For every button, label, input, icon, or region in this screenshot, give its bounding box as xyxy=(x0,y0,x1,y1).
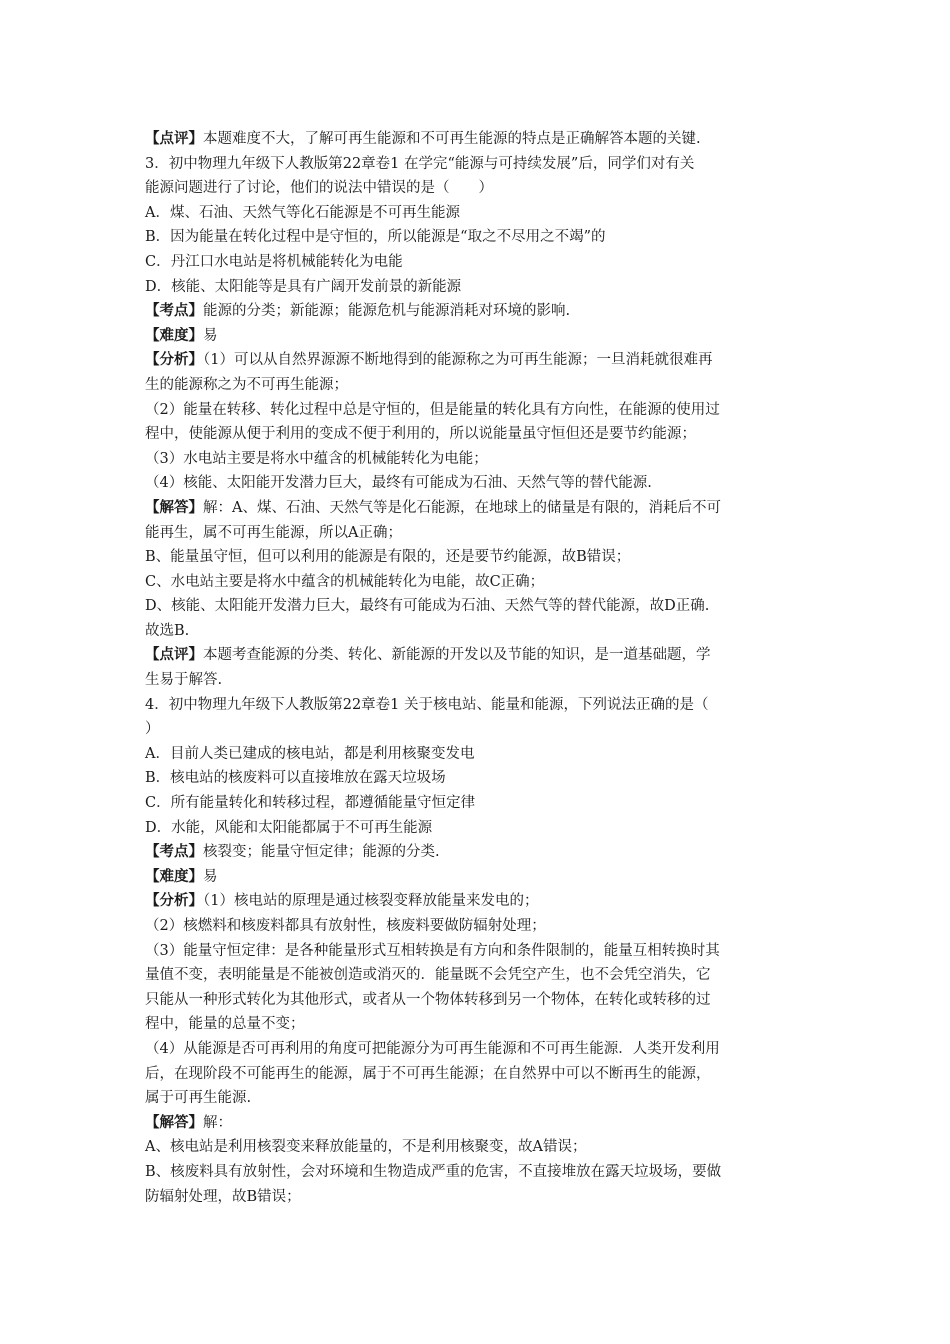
line-text: 生易于解答. xyxy=(145,672,223,689)
line-text: （2）核燃料和核废料都具有放射性，核废料要做防辐射处理； xyxy=(145,918,546,934)
line-text: C．丹江口水电站是将机械能转化为电能 xyxy=(145,253,403,270)
line-text: 解： xyxy=(203,1114,232,1131)
text-line xyxy=(145,865,815,890)
text-line xyxy=(145,1012,815,1037)
text-line xyxy=(145,521,815,546)
line-text: （1）可以从自然界源源不断地得到的能源称之为可再生能源；一旦消耗就很难再 xyxy=(203,352,713,369)
line-text: 只能从一种形式转化为其他形式，或者从一个物体转移到另一个物体，在转化或转移的过 xyxy=(145,991,711,1008)
line-text: D、核能、太阳能开发潜力巨大，最终有可能成为石油、天然气等的替代能源，故D正确. xyxy=(145,598,710,615)
section-tag: 【分析】 xyxy=(145,351,203,369)
line-text: C、水电站主要是将水中蕴含的机械能转化为电能，故C正确； xyxy=(145,573,545,590)
line-text: 属于可再生能源. xyxy=(145,1090,252,1107)
text-line xyxy=(145,619,815,644)
line-text: 防辐射处理，故B错误； xyxy=(145,1188,301,1205)
text-line xyxy=(145,348,815,373)
section-tag: 【点评】 xyxy=(145,130,203,147)
line-text: 程中，能量的总量不变； xyxy=(145,1016,305,1033)
text-line xyxy=(145,766,815,791)
line-text: D．核能、太阳能等是具有广阔开发前景的新能源 xyxy=(145,278,462,295)
line-text: 3．初中物理九年级下人教版第22章卷1 在学完“能源与可持续发展”后，同学们对有关 xyxy=(145,155,695,172)
line-text: D．水能，风能和太阳能都属于不可再生能源 xyxy=(145,819,433,836)
text-line xyxy=(145,324,815,349)
section-tag: 【难度】 xyxy=(145,867,203,885)
text-line xyxy=(145,668,815,693)
line-text: B、能量虽守恒，但可以利用的能源是有限的，还是要节约能源，故B错误； xyxy=(145,549,631,566)
line-text: B、核废料具有放射性，会对环境和生物造成严重的危害，不直接堆放在露天垃圾场，要做 xyxy=(145,1163,722,1180)
line-text: 能源问题进行了讨论，他们的说法中错误的是（ ） xyxy=(145,180,493,197)
text-line xyxy=(145,496,815,521)
text-line xyxy=(145,201,815,226)
line-text: A．目前人类已建成的核电站，都是利用核聚变发电 xyxy=(145,745,475,762)
line-text: C．所有能量转化和转移过程，都遵循能量守恒定律 xyxy=(145,795,476,812)
line-text: 故选B. xyxy=(145,622,190,639)
line-text: （1）核电站的原理是通过核裂变释放能量来发电的； xyxy=(203,893,539,910)
line-text: A、核电站是利用核裂变来释放能量的，不是利用核聚变，故A错误； xyxy=(145,1139,587,1156)
line-text: ） xyxy=(145,721,160,738)
section-tag: 【考点】 xyxy=(145,302,203,320)
text-line xyxy=(145,152,815,177)
text-line xyxy=(145,275,815,300)
line-text: （2）能量在转移、转化过程中总是守恒的，但是能量的转化具有方向性，在能源的使用过 xyxy=(145,401,720,418)
text-line xyxy=(145,889,815,914)
text-line xyxy=(145,398,815,423)
line-text: （4）从能源是否可再利用的角度可把能源分为可再生能源和不可再生能源．人类开发利用 xyxy=(145,1040,720,1057)
text-line xyxy=(145,988,815,1013)
section-tag: 【难度】 xyxy=(145,326,203,344)
text-line xyxy=(145,840,815,865)
text-line xyxy=(145,176,815,201)
text-line xyxy=(145,1160,815,1185)
line-text: 程中，使能源从便于利用的变成不便于利用的，所以说能量虽守恒但还是要节约能源； xyxy=(145,426,696,443)
text-line xyxy=(145,939,815,964)
text-line xyxy=(145,594,815,619)
text-line xyxy=(145,299,815,324)
line-text: 易 xyxy=(203,868,218,885)
text-line xyxy=(145,1086,815,1111)
text-line xyxy=(145,1062,815,1087)
line-text: 解：A、煤、石油、天然气等是化石能源，在地球上的储量是有限的，消耗后不可 xyxy=(203,499,721,516)
text-line xyxy=(145,422,815,447)
text-line xyxy=(145,447,815,472)
line-text: 后，在现阶段不可能再生的能源，属于不可再生能源；在自然界中可以不断再生的能源， xyxy=(145,1065,711,1082)
section-tag: 【解答】 xyxy=(145,498,203,516)
line-text: 4．初中物理九年级下人教版第22章卷1 关于核电站、能量和能源，下列说法正确的是（ xyxy=(145,696,709,713)
line-text: 能源的分类；新能源；能源危机与能源消耗对环境的影响. xyxy=(203,303,571,320)
line-text: B．核电站的核废料可以直接堆放在露天垃圾场 xyxy=(145,770,446,787)
text-line xyxy=(145,1037,815,1062)
line-text: 本题考查能源的分类、转化、新能源的开发以及节能的知识，是一道基础题，学 xyxy=(203,647,711,664)
line-text: 能再生，属不可再生能源，所以A正确； xyxy=(145,524,402,541)
text-line xyxy=(145,225,815,250)
text-line xyxy=(145,717,815,742)
text-line xyxy=(145,127,815,152)
section-tag: 【解答】 xyxy=(145,1113,203,1131)
line-text: B．因为能量在转化过程中是守恒的，所以能源是“取之不尽用之不竭”的 xyxy=(145,229,606,246)
line-text: A．煤、石油、天然气等化石能源是不可再生能源 xyxy=(145,204,460,221)
text-line xyxy=(145,791,815,816)
section-tag: 【分析】 xyxy=(145,892,203,910)
line-text: 易 xyxy=(203,327,218,344)
text-line xyxy=(145,1111,815,1136)
line-text: （4）核能、太阳能开发潜力巨大，最终有可能成为石油、天然气等的替代能源. xyxy=(145,475,652,492)
text-line xyxy=(145,570,815,595)
line-text: 生的能源称之为不可再生能源； xyxy=(145,376,348,393)
section-tag: 【考点】 xyxy=(145,843,203,861)
text-line xyxy=(145,742,815,767)
text-line xyxy=(145,1135,815,1160)
text-line xyxy=(145,1185,815,1210)
line-text: （3）水电站主要是将水中蕴含的机械能转化为电能； xyxy=(145,450,488,467)
text-line xyxy=(145,914,815,939)
text-line xyxy=(145,545,815,570)
section-tag: 【点评】 xyxy=(145,646,203,664)
document-body xyxy=(145,127,815,1209)
text-line xyxy=(145,963,815,988)
text-line xyxy=(145,693,815,718)
line-text: （3）能量守恒定律：是各种能量形式互相转换是有方向和条件限制的，能量互相转换时其 xyxy=(145,942,720,959)
text-line xyxy=(145,373,815,398)
line-text: 核裂变；能量守恒定律；能源的分类. xyxy=(203,844,440,861)
line-text: 量值不变，表明能量是不能被创造或消灭的．能量既不会凭空产生，也不会凭空消失，它 xyxy=(145,967,711,984)
text-line xyxy=(145,643,815,668)
line-text: 本题难度不大，了解可再生能源和不可再生能源的特点是正确解答本题的关键. xyxy=(203,131,701,147)
text-line xyxy=(145,471,815,496)
text-line xyxy=(145,816,815,841)
text-line xyxy=(145,250,815,275)
